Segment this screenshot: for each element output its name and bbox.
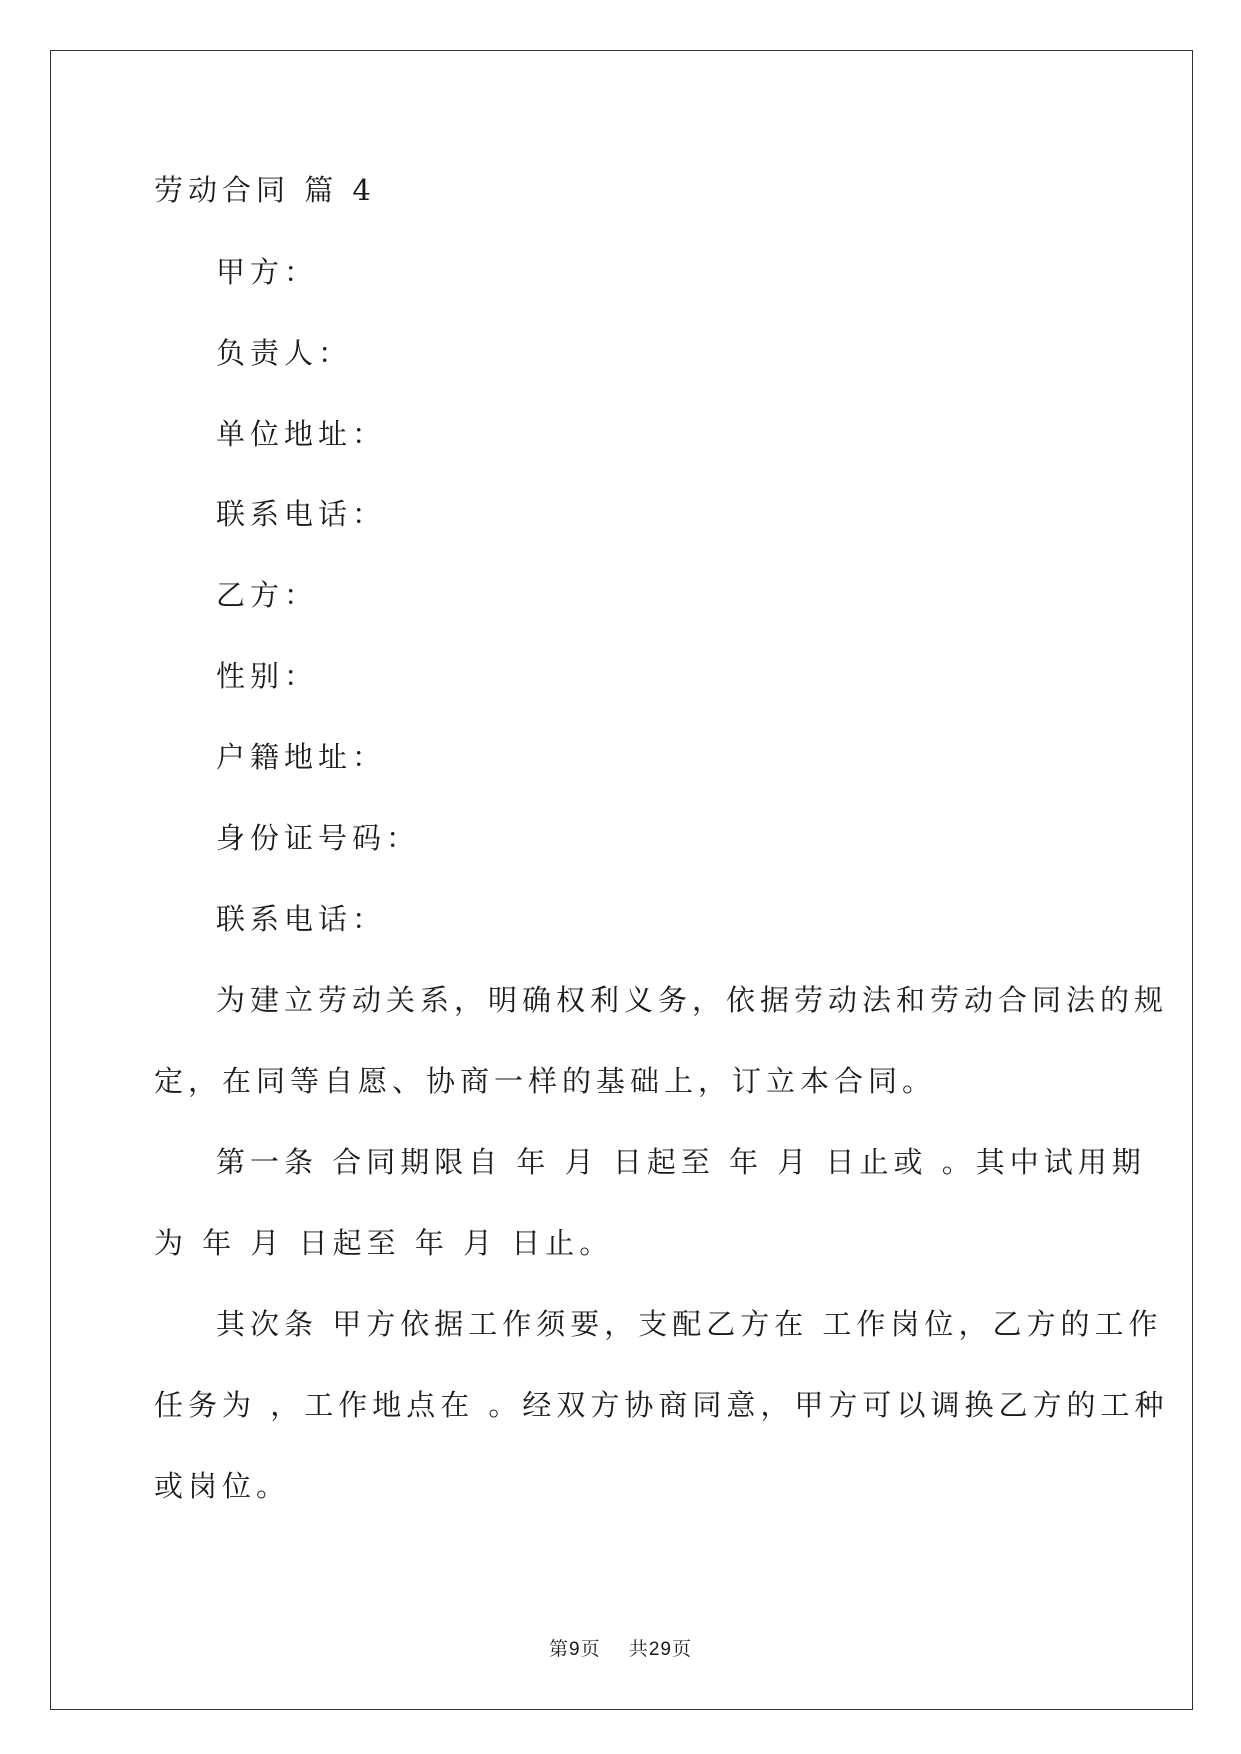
footer-total-suffix: 页 xyxy=(671,1638,692,1660)
paragraph-article-1-line-2: 为 年 月 日起至 年 月 日止。 xyxy=(154,1226,614,1260)
footer-total-prefix: 共 xyxy=(628,1638,649,1660)
paragraph-preamble-line-1: 为建立劳动关系，明确权利义务，依据劳动法和劳动合同法的规 xyxy=(216,983,1169,1017)
field-party-b-phone: 联系电话： xyxy=(216,902,387,936)
field-responsible-person: 负责人： xyxy=(216,336,353,370)
field-household-address: 户籍地址： xyxy=(216,740,387,774)
field-gender: 性别： xyxy=(216,659,319,693)
field-id-number: 身份证号码： xyxy=(216,821,421,855)
footer-prefix: 第 xyxy=(549,1638,570,1660)
paragraph-article-2-line-3: 或岗位。 xyxy=(154,1469,291,1503)
footer-total-pages: 29 xyxy=(648,1639,672,1660)
paragraph-article-2-line-1: 其次条 甲方依据工作须要，支配乙方在 工作岗位，乙方的工作 xyxy=(216,1307,1163,1341)
document-title: 劳动合同 篇 4 xyxy=(154,173,376,207)
footer-current-page: 9 xyxy=(569,1639,581,1660)
field-party-a: 甲方： xyxy=(216,255,319,289)
footer-page-word: 页 xyxy=(580,1638,601,1660)
paragraph-article-1-line-1: 第一条 合同期限自 年 月 日起至 年 月 日止或 。其中试用期 xyxy=(216,1145,1146,1179)
paragraph-article-2-line-2: 任务为 ，工作地点在 。经双方协商同意，甲方可以调换乙方的工种 xyxy=(154,1388,1169,1422)
field-party-b: 乙方： xyxy=(216,578,319,612)
field-company-address: 单位地址： xyxy=(216,417,387,451)
paragraph-preamble-line-2: 定，在同等自愿、协商一样的基础上，订立本合同。 xyxy=(154,1064,937,1098)
page-frame xyxy=(50,50,1193,1710)
field-party-a-phone: 联系电话： xyxy=(216,497,387,531)
page-number-footer xyxy=(0,1634,1241,1661)
